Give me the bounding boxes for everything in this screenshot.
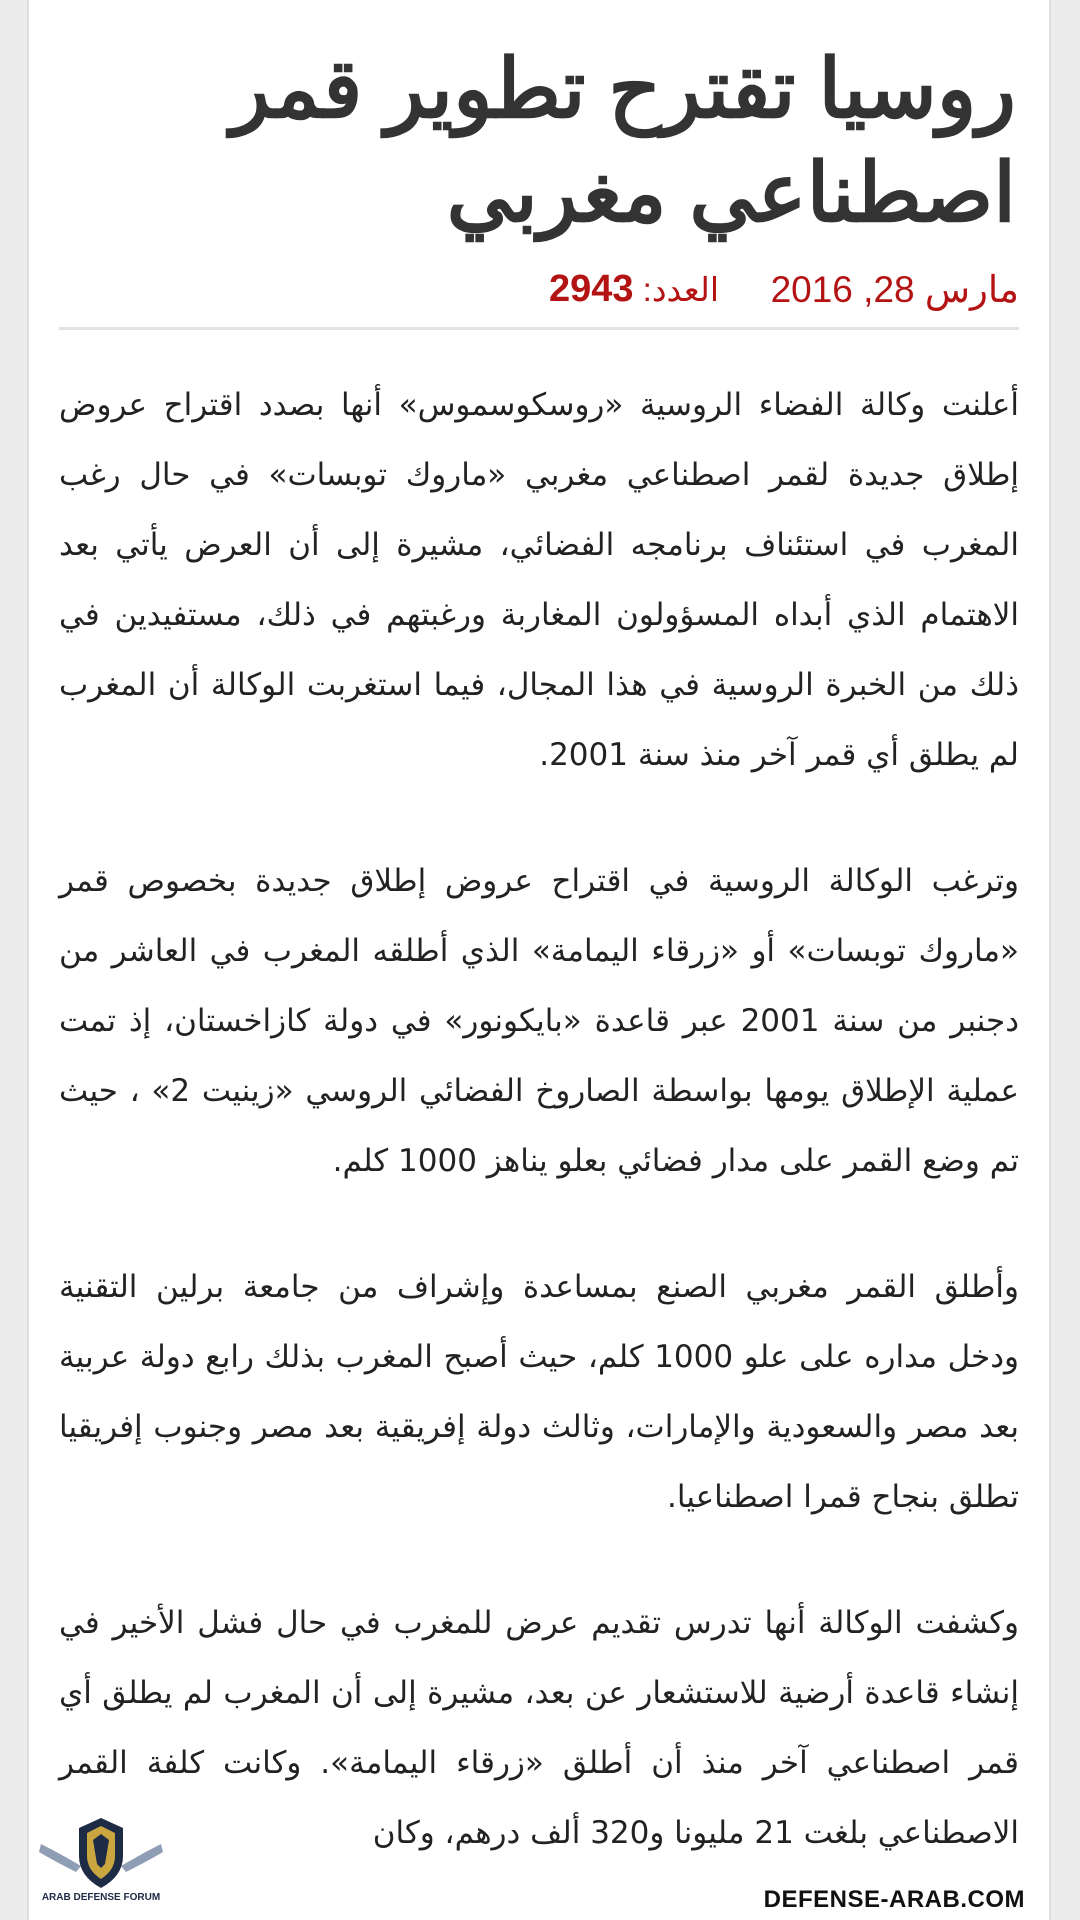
logo-caption: ARAB DEFENSE FORUM — [41, 1892, 161, 1903]
site-url-watermark: DEFENSE-ARAB.COM — [758, 1886, 1031, 1914]
article-paragraph: وأطلق القمر مغربي الصنع بمساعدة وإشراف من جامعة برلين التقنية ودخل مداره على علو 1000 كلم، حيث أصبح المغرب بذلك رابع دولة عربية بعد مصر والسعودية والإمارات، وثالث دولة إفريقية بعد مصر وجنوب إفريقيا تطلق بنجاح قمرا اصطناعيا. — [59, 1269, 1019, 1515]
article-paragraph: وكشفت الوكالة أنها تدرس تقديم عرض للمغرب في حال فشل الأخير في إنشاء قاعدة أرضية للاستشعار عن بعد، مشيرة إلى أن المغرب لم يطلق أي قمر اصطناعي آخر منذ أن أطلق «زرقاء اليمامة». وكانت كلفة القمر الاصطناعي بلغت 21 مليونا و320 ألف درهم، وكان — [59, 1605, 1019, 1851]
article — [29, 0, 1049, 1868]
article-paragraph: أعلنت وكالة الفضاء الروسية «روسكوسموس» أنها بصدد اقتراح عروض إطلاق جديدة لقمر اصطناعي مغربي «ماروك توبسات» في حال رغب المغرب في استئناف برنامجه الفضائي، مشيرة إلى أن العرض يأتي بعد الاهتمام الذي أبداه المسؤولون المغاربة ورغبتهم في ذلك، مستفيدين في ذلك من الخبرة الروسية في هذا المجال، فيما استغربت الوكالة أن المغرب لم يطلق أي قمر آخر منذ سنة 2001. — [59, 387, 1019, 773]
article-date: مارس 28, 2016 — [770, 269, 1019, 310]
issue-label: العدد: — [633, 271, 719, 308]
article-body — [59, 370, 1019, 1868]
article-page — [27, 0, 1051, 1920]
article-paragraph: وترغب الوكالة الروسية في اقتراح عروض إطلاق جديدة بخصوص قمر «ماروك توبسات» أو «زرقاء اليمامة» الذي أطلقه المغرب في العاشر من دجنبر من سنة 2001 عبر قاعدة «بايكونور» في دولة كازاخستان، إذ تمت عملية الإطلاق يومها بواسطة الصاروخ الفضائي الروسي «زينيت 2» ، حيث تم وضع القمر على مدار فضائي بعلو يناهز 1000 كلم. — [59, 863, 1019, 1179]
arab-defense-forum-logo — [31, 1804, 171, 1914]
article-title: روسيا تقترح تطوير قمر اصطناعي مغربي — [230, 44, 1016, 239]
issue-info — [549, 268, 719, 311]
article-meta — [59, 268, 1019, 330]
issue-number: 2943 — [548, 268, 634, 310]
